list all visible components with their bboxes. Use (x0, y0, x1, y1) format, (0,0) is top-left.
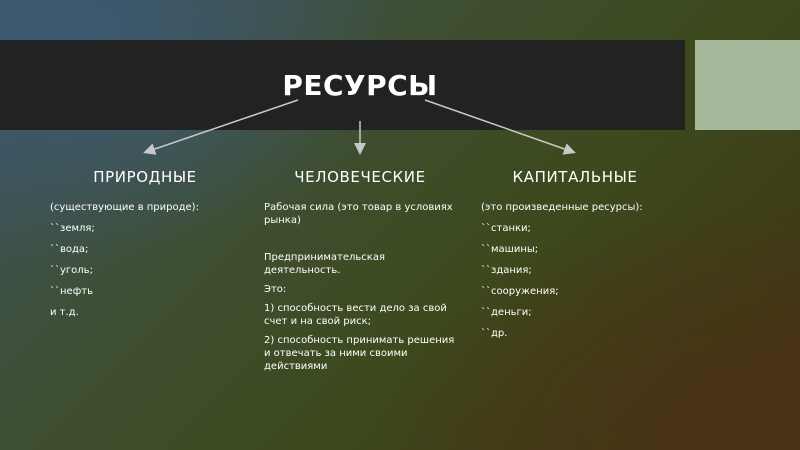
heading-natural: ПРИРОДНЫЕ (93, 168, 197, 186)
capital-line: ``др. (481, 328, 508, 339)
heading-capital: КАПИТАЛЬНЫЕ (512, 168, 638, 186)
human-line: Рабочая сила (это товар в условиях рынка) (264, 202, 453, 226)
capital-list (481, 201, 681, 348)
natural-line: ``вода; (50, 244, 89, 255)
human-line: Это: (264, 284, 287, 295)
natural-list (50, 201, 250, 327)
human-line: 2) способность принимать решения и отвечать за ними своими действиями (264, 335, 455, 372)
human-line: Предпринимательская деятельность. (264, 252, 385, 276)
natural-line: ``уголь; (50, 265, 93, 276)
natural-line: (существующие в природе): (50, 202, 199, 213)
arrow-right (425, 100, 573, 152)
diagram-title: РЕСУРСЫ (282, 68, 438, 102)
human-list (264, 201, 460, 381)
capital-line: ``машины; (481, 244, 539, 255)
capital-line: ``станки; (481, 223, 531, 234)
capital-line: ``деньги; (481, 307, 532, 318)
capital-line: ``здания; (481, 265, 532, 276)
natural-line: ``нефть (50, 286, 93, 297)
arrow-left (146, 100, 298, 152)
heading-human: ЧЕЛОВЕЧЕСКИЕ (294, 168, 426, 186)
natural-line: и т.д. (50, 307, 79, 318)
natural-line: ``земля; (50, 223, 95, 234)
human-line: 1) способность вести дело за свой счет и на свой риск; (264, 303, 447, 327)
capital-line: (это произведенные ресурсы): (481, 202, 643, 213)
capital-line: ``сооружения; (481, 286, 559, 297)
